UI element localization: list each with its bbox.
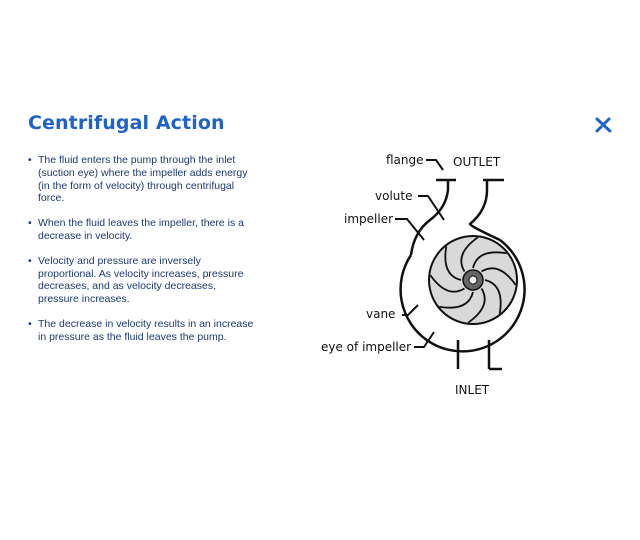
label-flange: flange (386, 153, 424, 167)
bullet-item: • The decrease in velocity results in an increase in pressure as the fluid leaves the pump. (28, 318, 256, 344)
label-volute: volute (375, 189, 413, 203)
outlet-pipe-right-wall (470, 180, 500, 240)
bullet-item: • When the fluid leaves the impeller, there is a decrease in velocity. (28, 217, 256, 243)
label-outlet: OUTLET (453, 155, 501, 169)
pump-diagram (310, 140, 530, 405)
label-eye-of-impeller: eye of impeller (321, 340, 412, 354)
label-inlet: INLET (455, 383, 490, 397)
label-impeller: impeller (344, 212, 394, 226)
bullet-list (28, 154, 256, 356)
label-vane: vane (366, 307, 396, 321)
bullet-item: • The fluid enters the pump through the inlet (suction eye) where the impeller adds energy (in the form of velocity) through centrifugal force. (28, 154, 256, 205)
leader-flange (426, 160, 443, 170)
x-brand-mark-icon (594, 116, 614, 134)
bullet-item: • Velocity and pressure are inversely proportional. As velocity increases, pressure decreases, and as velocity decreases, pressure increases. (28, 255, 256, 306)
impeller-eye (469, 276, 477, 284)
slide-title: Centrifugal Action (28, 112, 225, 134)
